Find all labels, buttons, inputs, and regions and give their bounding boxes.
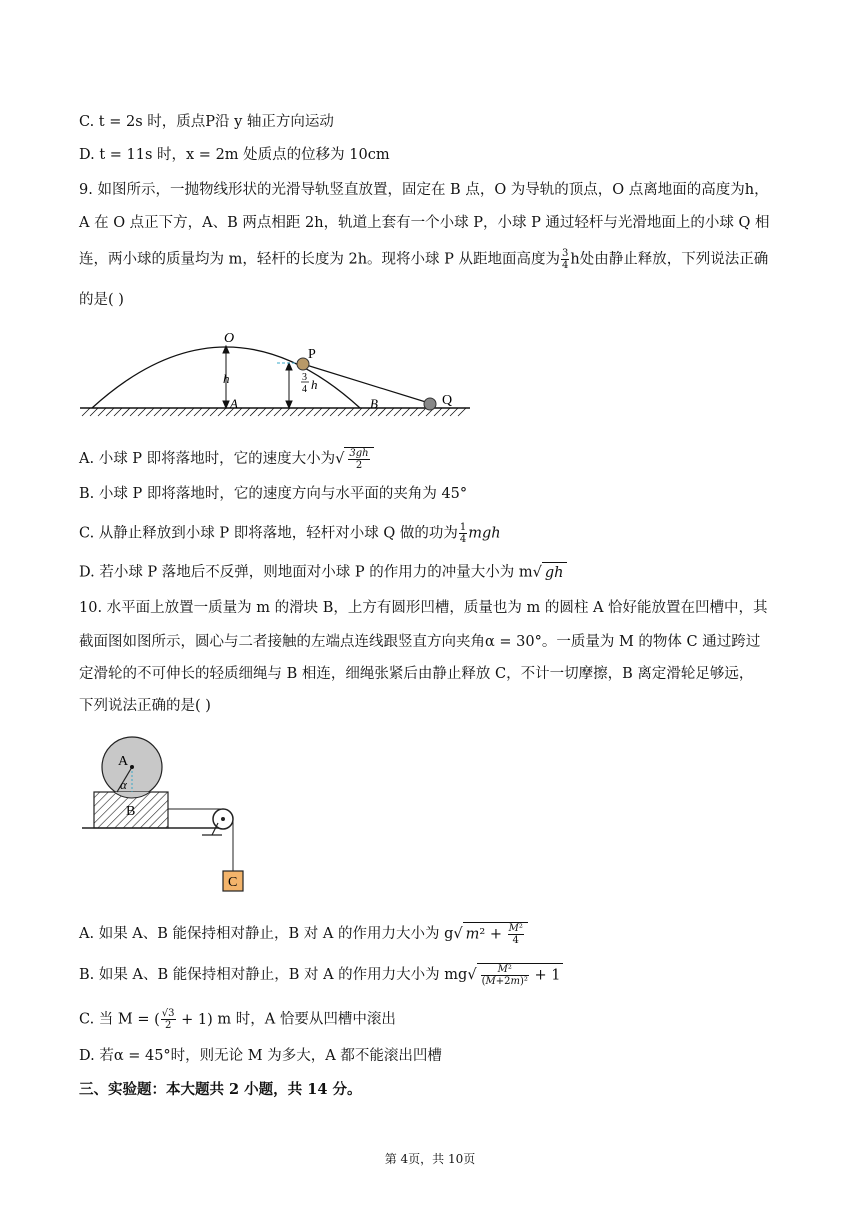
q10-option-c-text2: m 时，A 恰要从凹槽中滚出 — [217, 1011, 396, 1028]
q9-stem-line3b: h处由静止释放，下列说法正确 — [570, 251, 769, 268]
q10-stem-line1: 10. 水平面上放置一质量为 m 的滑块 B，上方有圆形凹槽，质量也为 m 的圆柱 A 恰好能放置在凹槽中，其 — [79, 600, 768, 616]
label-a: A — [230, 396, 238, 411]
q9-option-c-mgh: mgh — [468, 525, 501, 542]
label-b: B — [126, 804, 136, 819]
page-footer: 第 4页，共 10页 — [384, 1152, 476, 1166]
q10-option-a-text: A. 如果 A、B 能保持相对静止，B 对 A 的作用力大小为 g — [79, 926, 454, 942]
q10-option-c-expr: ( $\frac{√3}{2}$ + 1) — [154, 1008, 213, 1031]
sqrt-gh: √ gh — [533, 562, 567, 583]
fraction-1-4: $\frac{1}{4}$ — [459, 522, 467, 545]
label-o: O — [224, 331, 235, 346]
label-c: C — [228, 875, 238, 890]
q9-option-a — [79, 447, 374, 471]
label-h: h — [223, 371, 230, 386]
label-q: Q — [442, 393, 453, 408]
label-alpha: α — [120, 777, 127, 792]
sqrt-3gh-2: √ $\frac{3gh}{2}$ — [335, 447, 373, 471]
q9-option-a-text: A. 小球 P 即将落地时，它的速度大小为 — [79, 451, 336, 467]
q9-option-c-text: C. 从静止释放到小球 P 即将落地，轻杆对小球 Q 做的功为 — [79, 525, 458, 542]
sqrt-expr-a: √ m² + $\frac{\text{M²}}{4}$ — [453, 922, 527, 946]
q8-option-c: C. t = 2s 时，质点P沿 y 轴正方向运动 — [79, 114, 334, 130]
q9-option-d — [79, 562, 567, 583]
q9-stem-line2: A 在 O 点正下方，A、B 两点相距 2h，轨道上套有一个小球 P，小球 P 通过轻杆与光滑地面上的小球 Q 相 — [79, 215, 770, 231]
q10-option-c-text1: C. 当 M = — [79, 1011, 155, 1028]
q10-figure — [80, 735, 260, 895]
q9-stem-line1: 9. 如图所示，一抛物线形状的光滑导轨竖直放置，固定在 B 点，O 为导轨的顶点，O 点离地面的高度为h， — [79, 182, 769, 198]
q9-stem-line3a: 连，两小球的质量均为 m，轻杆的长度为 2h。现将小球 P 从距地面高度为 — [79, 251, 561, 268]
label-34-den: 4 — [302, 384, 307, 395]
fraction-3-4: $\frac{3}{4}$ — [562, 248, 569, 271]
rod-pq — [303, 364, 429, 403]
q9-stem-line4: 的是( ) — [79, 292, 124, 308]
label-b: B — [370, 396, 378, 411]
q9-stem-line3 — [79, 248, 768, 271]
label-34-num: 3 — [302, 372, 307, 383]
sqrt-expr-b: √ $\frac{\text{M²}}{\text{(M+2m)²}}$ + 1 — [467, 963, 563, 987]
q10-option-b — [79, 963, 563, 987]
q10-option-b-text: B. 如果 A、B 能保持相对静止，B 对 A 的作用力大小为 mg — [79, 967, 468, 983]
q10-stem-line3: 定滑轮的不可伸长的轻质细绳与 B 相连，细绳张紧后由静止释放 C，不计一切摩擦，B 离定滑轮足够远， — [79, 666, 754, 682]
section-3-heading: 三、实验题：本大题共 2 小题，共 14 分。 — [79, 1081, 362, 1098]
q9-option-b: B. 小球 P 即将落地时，它的速度方向与水平面的夹角为 45° — [79, 486, 468, 502]
q10-option-d: D. 若α = 45°时，则无论 M 为多大，A 都不能滚出凹槽 — [79, 1048, 442, 1064]
q10-stem-line2: 截面图如图所示，圆心与二者接触的左端点连线跟竖直方向夹角α = 30°。一质量为 M 的物体 C 通过跨过 — [79, 634, 761, 650]
q10-stem-line4: 下列说法正确的是( ) — [79, 698, 211, 714]
q10-option-c — [79, 1008, 396, 1031]
label-p: P — [308, 347, 316, 362]
q9-option-d-text: D. 若小球 P 落地后不反弹，则地面对小球 P 的作用力的冲量大小为 m — [79, 564, 533, 581]
ball-q — [424, 398, 436, 410]
height-34h-arrow — [286, 363, 292, 408]
label-a: A — [118, 754, 129, 769]
q9-figure — [78, 328, 478, 424]
q9-option-c — [79, 522, 501, 545]
label-34h: h — [311, 377, 318, 392]
q8-option-d: D. t = 11s 时，x = 2m 处质点的位移为 10cm — [79, 147, 390, 163]
q10-option-a — [79, 922, 528, 946]
